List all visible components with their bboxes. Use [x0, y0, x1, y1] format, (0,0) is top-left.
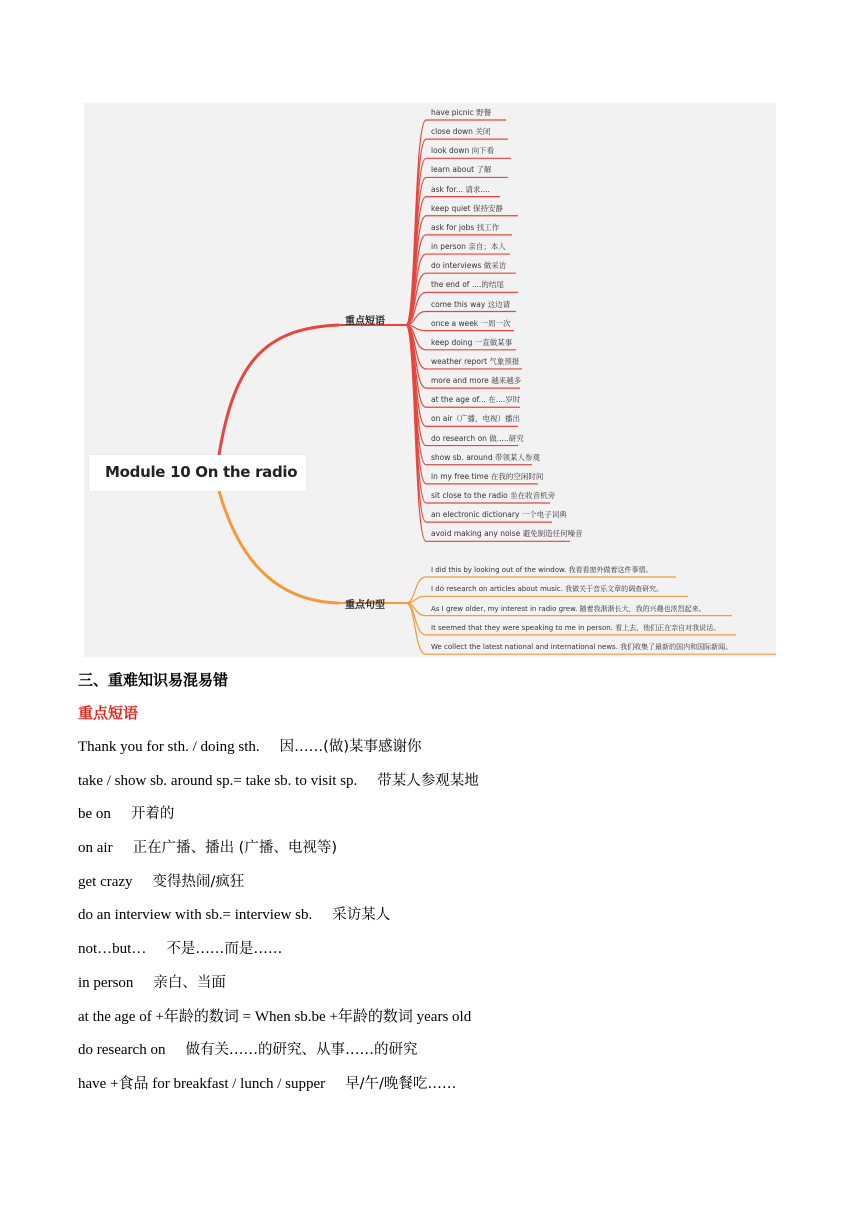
- phrase-leaf: do research on 做.....研究: [431, 433, 524, 443]
- phrase-leaf: at the age of... 在....岁时: [431, 395, 521, 405]
- sentence-leaf: We collect the latest national and international news. 我们收集了最新的国内和国际新闻。: [431, 643, 733, 652]
- phrase-english: do research on: [78, 1042, 166, 1059]
- phrase-row: [78, 1000, 798, 1034]
- phrase-chinese: 不是……而是……: [166, 941, 283, 958]
- phrase-row: [78, 797, 798, 831]
- phrase-english: do an interview with sb.= interview sb.: [78, 907, 313, 924]
- phrase-leaf: on air（广播，电视）播出: [431, 414, 520, 424]
- phrase-chinese: 早/午/晚餐吃……: [345, 1075, 457, 1092]
- phrase-chinese: 做有关……的研究、从事……的研究: [185, 1042, 418, 1059]
- phrase-list: [78, 730, 798, 1101]
- phrase-row: [78, 831, 798, 865]
- sentence-leaf: It seemed that they were speaking to me in person. 看上去，他们正在亲自对我说话。: [431, 623, 721, 632]
- section-subheading: 重点短语: [78, 704, 139, 722]
- sentence-leaf: I do research on articles about music. 我做关于音乐文章的调查研究。: [431, 585, 664, 594]
- phrase-leaf: in person 亲自；本人: [431, 242, 506, 252]
- phrase-leaf: keep doing 一直做某事: [431, 337, 513, 347]
- phrase-leaf: in my free time 在我的空闲时间: [431, 471, 544, 481]
- phrase-row: [78, 898, 798, 932]
- phrase-english: take / show sb. around sp.= take sb. to visit sp.: [78, 772, 358, 789]
- phrase-english: at the age of +年龄的数词 = When sb.be +年龄的数词 years old: [78, 1008, 472, 1025]
- branch-label-sentences: 重点句型: [345, 600, 385, 611]
- phrase-leaf: do interviews 做采访: [431, 261, 507, 271]
- phrase-leaf: have picnic 野餐: [431, 108, 492, 117]
- phrase-chinese: 正在广播、播出 (广播、电视等): [132, 840, 338, 857]
- phrase-leaf: an electronic dictionary 一个电子词典: [431, 510, 567, 520]
- phrase-row: [78, 966, 798, 1000]
- phrase-leaf: show sb. around 带领某人参观: [431, 452, 540, 462]
- phrase-chinese: 采访某人: [332, 907, 391, 924]
- phrase-row: [78, 865, 798, 899]
- phrase-english: have +食品 for breakfast / lunch / supper: [78, 1075, 326, 1092]
- mind-map-connectors: [84, 103, 776, 657]
- phrase-leaf: look down 向下看: [431, 146, 495, 156]
- phrase-leaf: sit close to the radio 坐在收音机旁: [431, 491, 556, 500]
- section-heading: 三、重难知识易混易错: [78, 671, 229, 689]
- phrase-english: in person: [78, 974, 134, 991]
- phrase-leaf: close down 关闭: [431, 127, 491, 137]
- knowledge-section: [78, 668, 798, 1101]
- phrase-leaf: weather report 气象预报: [431, 356, 520, 366]
- phrase-leaf: the end of ....的结尾: [431, 280, 504, 290]
- phrase-english: be on: [78, 806, 111, 823]
- phrase-english: not…but…: [78, 941, 147, 958]
- phrase-row: [78, 730, 798, 764]
- phrase-chinese: 亲白、当面: [153, 974, 226, 991]
- phrase-row: [78, 764, 798, 798]
- phrase-row: [78, 1067, 798, 1101]
- phrase-leaf: ask for jobs 找工作: [431, 222, 500, 232]
- phrase-leaf: once a week 一周一次: [431, 318, 511, 328]
- phrase-leaf: more and more 越来越多: [431, 376, 522, 386]
- sentence-leaf: As I grew older, my interest in radio grew. 随着我渐渐长大，我的兴趣也浓烈起来。: [431, 604, 706, 613]
- phrase-english: get crazy: [78, 873, 133, 890]
- phrase-leaf: avoid making any noise 避免制造任何噪音: [431, 529, 583, 539]
- phrase-chinese: 因……(做)某事感谢你: [279, 739, 422, 755]
- phrase-leaf: ask for... 请求....: [431, 184, 490, 194]
- phrase-chinese: 开着的: [130, 806, 175, 823]
- phrase-row: [78, 932, 798, 966]
- sentence-leaf: I did this by looking out of the window. 我看看窗外做着这件事情。: [431, 566, 653, 574]
- phrase-english: Thank you for sth. / doing sth.: [78, 739, 260, 755]
- phrase-leaf: keep quiet 保持安静: [431, 203, 503, 213]
- phrase-english: on air: [78, 840, 113, 857]
- phrase-chinese: 变得热闹/疯狂: [152, 873, 245, 890]
- phrase-leaf: learn about 了解: [431, 165, 492, 175]
- phrase-leaf: come this way 这边请: [431, 299, 511, 309]
- root-title: Module 10 On the radio: [105, 463, 298, 481]
- mind-map: [84, 103, 776, 657]
- mind-map-root: [89, 455, 306, 491]
- branch-label-phrases: 重点短语: [345, 316, 385, 327]
- phrase-chinese: 带某人参观某地: [377, 772, 479, 789]
- phrase-row: [78, 1033, 798, 1067]
